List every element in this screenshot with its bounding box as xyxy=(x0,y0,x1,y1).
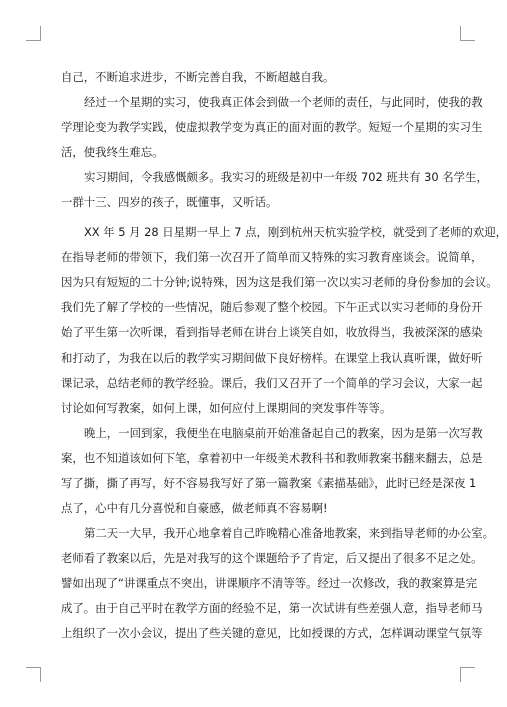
paragraph-line: 活，使我终生难忘。 xyxy=(61,145,164,160)
paragraph-line: 一群十三、四岁的孩子，既懂事，又听话。 xyxy=(61,195,278,210)
crop-mark-bottom-left xyxy=(26,667,41,682)
paragraph-line: 课记录，总结老师的教学经验。课后，我们又召开了一个简单的学习会议，大家一起 xyxy=(61,375,483,390)
paragraph-line: 和打动了，为我在以后的教学实习期间做下良好榜样。在课堂上我认真听课，做好听 xyxy=(61,350,483,365)
crop-mark-top-left xyxy=(26,26,41,41)
document-body xyxy=(61,65,507,646)
paragraph-line: 写了撕，撕了再写，好不容易我写好了第一篇教案《素描基础》，此时已经是深夜 1 xyxy=(61,475,477,490)
paragraph-line: 案，也不知道该如何下笔，拿着初中一年级美术教科书和教师教案书翻来翻去，总是 xyxy=(61,450,483,465)
paragraph-line: XX 年 5 月 28 日星期一早上 7 点，刚到杭州天杭实验学校，就受到了老师的欢迎， xyxy=(84,225,507,240)
crop-mark-bottom-right xyxy=(460,667,475,682)
paragraph-line: 在指导老师的带领下，我们第一次召开了简单而又特殊的实习教育座谈会。说简单， xyxy=(61,250,483,265)
paragraph-line: 始了平生第一次听课，看到指导老师在讲台上谈笑自如，收放得当，我被深深的感染 xyxy=(61,325,483,340)
paragraph-line: 上组织了一次小会议，提出了些关键的意见，比如授课的方式，怎样调动课堂气氛等 xyxy=(61,626,483,641)
paragraph-line: 因为只有短短的二十分钟;说特殊，因为这是我们第一次以实习老师的身份参加的会议。 xyxy=(61,275,498,290)
paragraph-line: 自己，不断追求进步，不断完善自我，不断超越自我。 xyxy=(61,70,335,84)
paragraph-line: 点了，心中有几分喜悦和自豪感，做老师真不容易啊! xyxy=(61,500,328,515)
paragraph-line: 讨论如何写教案，如何上课，如何应付上课期间的突发事件等等。 xyxy=(61,400,392,415)
paragraph-line: 譬如出现了“讲课重点不突出，讲课顺序不清等等。经过一次修改，我的教案算是完 xyxy=(61,575,477,590)
paragraph-line: 成了。由于自己平时在教学方面的经验不足，第一次试讲有些差强人意，指导老师马 xyxy=(61,600,483,615)
crop-mark-top-right xyxy=(460,26,475,41)
paragraph-line: 晚上，一回到家，我便坐在电脑桌前开始准备起自己的教案，因为是第一次写教 xyxy=(84,425,483,440)
paragraph-line: 经过一个星期的实习，使我真正体会到做一个老师的责任，与此同时，使我的教 xyxy=(84,95,483,110)
paragraph-line: 实习期间，令我感慨颇多。我实习的班级是初中一年级 702 班共有 30 名学生， xyxy=(84,170,488,185)
paragraph-line: 学理论变为教学实践，使虚拟教学变为真正的面对面的教学。短短一个星期的实习生 xyxy=(61,120,483,135)
paragraph-line: 老师看了教案以后，先是对我写的这个课题给予了肯定，后又提出了很多不足之处。 xyxy=(61,550,483,565)
paragraph-line: 第二天一大早，我开心地拿着自己昨晚精心准备地教案，来到指导老师的办公室。 xyxy=(84,525,495,540)
paragraph-line: 我们先了解了学校的一些情况，随后参观了整个校园。下午正式以实习老师的身份开 xyxy=(61,300,483,315)
